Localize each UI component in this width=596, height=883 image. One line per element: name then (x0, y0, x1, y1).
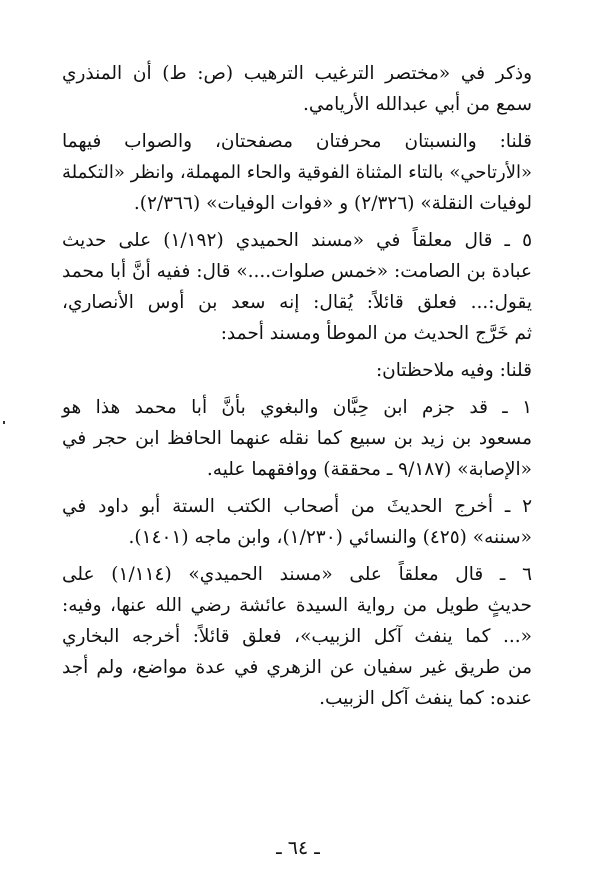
paragraph-item-6 (62, 559, 532, 714)
text-line: «... كما ينفث آكل الزبيب»، فعلق قائلاً: أخرجه البخاري (62, 626, 532, 647)
paragraph-nisba-correction (62, 126, 532, 219)
text-line: سمع من أبي عبدالله الأريامي. (302, 94, 532, 115)
text-line: «الإصابة» (٩/١٨٧ ـ محققة) ووافقهما عليه. (206, 459, 532, 480)
paragraph-two-remarks (62, 355, 532, 386)
text-line: ثم خَرَّج الحديث من الموطأ ومسند أحمد: (220, 323, 532, 344)
page-number: ـ ٦٤ ـ (276, 837, 320, 859)
text-line: «سننه» (٤٢٥) والنسائي (١/٢٣٠)، وابن ماجه (١٤٠١). (128, 527, 532, 548)
scan-speck (3, 421, 5, 424)
paragraph-remark-2 (62, 491, 532, 553)
paragraph-remark-1 (62, 392, 532, 485)
text-line: لوفيات النقلة» (٢/٣٢٦) و «فوات الوفيات» (٢/٣٦٦). (133, 193, 532, 214)
paragraph-item-5 (62, 225, 532, 349)
text-line: ٥ ـ قال معلقاً في «مسند الحميدي (١/١٩٢) على حديث (62, 230, 532, 251)
text-line: «الأرتاحي» بالتاء المثناة الفوقية والحاء المهملة، وانظر «التكملة (62, 162, 532, 183)
text-line: حديثٍ طويل من رواية السيدة عائشة رضي الله عنها، وفيه: (62, 595, 532, 616)
text-line: وذكر في «مختصر الترغيب الترهيب (ص: ط) أن المنذري (62, 63, 532, 84)
text-line: قلنا: وفيه ملاحظتان: (375, 360, 532, 381)
text-line: عنده: كما ينفث آكل الزبيب. (319, 688, 532, 709)
paragraph-mundhiri-note (62, 58, 532, 120)
text-line: مسعود بن زيد بن سبيع كما نقله عنهما الحافظ ابن حجر في (62, 428, 532, 449)
text-line: ٦ ـ قال معلقاً على «مسند الحميدي» (١/١١٤) على (62, 564, 532, 585)
text-line: يقول:... فعلق قائلاً: يُقال: إنه سعد بن أوس الأنصاري، (62, 292, 532, 313)
text-line: قلنا: والنسبتان محرفتان مصفحتان، والصواب فيهما (62, 131, 532, 152)
text-line: ١ ـ قد جزم ابن حِبَّان والبغوي بأنَّ أبا محمد هذا هو (62, 397, 532, 418)
text-line: عبادة بن الصامت: «خمس صلوات....» قال: ففيه أنَّ أبا محمد (62, 261, 532, 282)
text-line: ٢ ـ أخرج الحديثَ من أصحاب الكتب الستة أبو داود في (62, 496, 532, 517)
text-line: من طريق غير سفيان عن الزهري في عدة مواضع، ولم أجد (62, 657, 532, 678)
